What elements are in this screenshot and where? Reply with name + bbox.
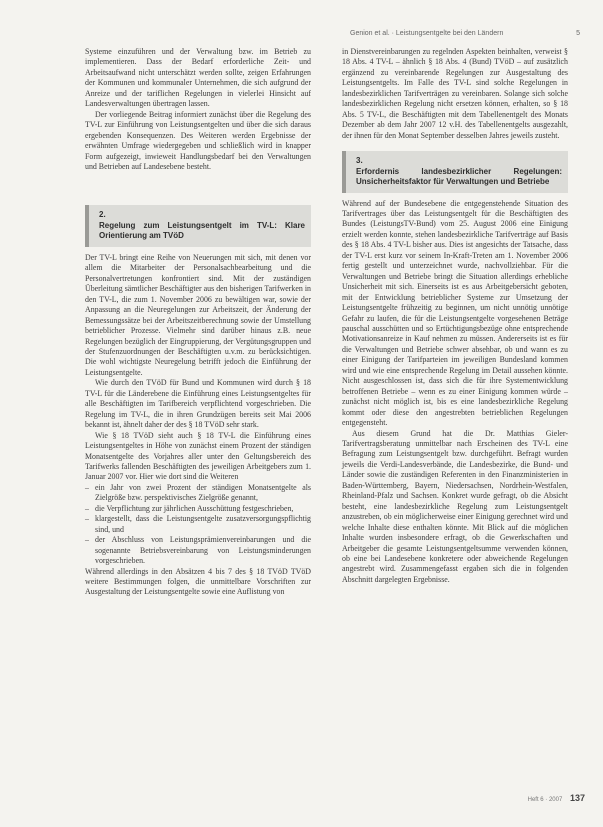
right-column — [342, 47, 568, 585]
section-2-title: Regelung zum Leistungsentgelt im TV-L: Klare Orientierung am TVöD — [99, 220, 305, 241]
running-head-text: Genion et al. · Leistungsentgelte bei den Ländern — [350, 30, 504, 37]
list-item: – der Abschluss von Leistungsprämienvereinbarungen und die sogenannte Betriebsvereinbarung von Leistungsminderungen vorgeschrieben. — [85, 535, 311, 566]
section-2-number: 2. — [99, 210, 106, 220]
left-column — [85, 47, 311, 598]
section-2-paragraph-4: Während allerdings in den Absätzen 4 bis 7 des § 18 TVöD TVöD weitere Bestimmungen folgen, die unmittelbare Vorschriften zur Ausgestaltung der Leistungsentgelte sowie eine Auflistung von — [85, 566, 311, 597]
section-2-paragraph-1: Der TV-L bringt eine Reihe von Neuerungen mit sich, mit denen vor allem die Mitarbeiter der Personalsachbearbeitung und die Personalvertretungen konfrontiert sind. Mit der zuständigen Überleitung sämtlicher Beschäftigter aus den bisherigen Tarifwerken in den TV-L, die zum 1. November 2006 zu bewältigen war, sowie der Anpassung an die Neuregelungen zur Arbeitszeit, der Änderung der Bemessungssätze bei der Arbeitszeitberechnung sowie der Umstellung betrieblicher Prozesse. Vielmehr sind darüber hinaus z.B. neue Regelungen bezüglich der Eingruppierung, der Vergütungsgruppen und der Stufenzuordnungen der Beschäftigten u.v.m. zu berücksichtigen. Die wohl wichtigste Neuregelung betrifft jedoch die Einführung der Leistungsentgelte. — [85, 252, 311, 377]
section-2-bullet-list — [85, 483, 311, 567]
page-number: 137 — [569, 793, 585, 803]
left-intro-paragraph-2: Der vorliegende Beitrag informiert zunächst über die Regelung des TV-L zur Einführung von Leistungsentgelten und über die sich daraus ergebenden Konsequenzen. Des Weiteren werden Ergebnisse der erwähnten Umfrage wiedergegeben und schließlich wird in knapper Form aufgezeigt, inwieweit Handlungsbedarf bei den Verwaltungen und Betrieben auf Landesebene besteht. — [85, 109, 311, 171]
list-item: – die Verpflichtung zur jährlichen Ausschüttung festgeschrieben, — [85, 504, 311, 514]
right-intro-paragraph: in Dienstvereinbarungen zu regelnden Aspekten beinhalten, verweist § 18 Abs. 4 TV-L – ähnlich § 18 Abs. 4 (Bund) TVöD – auf zusätzlich ergänzend zu vereinbarende Regelungen zur Ausgestaltung des Leistungsentgelts. Im Falle des TV-L sind solche Regelungen in landesbezirklichen Tarifverträgen zu vereinbaren. Solange sich solche landesbezirklichen Regelung nicht ersetzen können, erhalten, so § 18 Abs. 5 TV-L, die Beschäftigten mit dem Tabellenentgelt des Monats Dezember ab dem Jahr 2007 12 v.H. des Tabellenentgelts ausgezahlt, der ihnen für den Monat September desselben Jahres jeweils zusteht. — [342, 47, 568, 140]
section-3-paragraph-1: Während auf der Bundesebene die entgegenstehende Situation des Tarifvertrages über das Leistungsentgelt für die Beschäftigten des Bundes (LeistungsTV-Bund) vom 25. August 2006 eine Einigung erzielt werden konnte, stehen landesbezirkliche Tarifverträge auf Basis des § 18 Abs. 4 TV-L bisher aus. Dies ist angesichts der Tatsache, dass der TV-L erst kurz vor seinem In-Kraft-Treten am 1. November 2006 fertig gestellt und unterzeichnet wurde, nachvollziehbar. Für die Verwaltungen und Betriebe bringt die Situation allerdings erhebliche Unsicherheit mit sich. Einerseits ist es aus Arbeitgebersicht geboten, mit der Entwicklung betrieblicher Systeme zur Umsetzung der Leistungsentgelte frühzeitig zu beginnen, um nicht unnötig unnötige Gefahr zu laufen, die für die Leistungsentgelte vorgesehenen Beträge pauschal ausschütten und so Ertüchtigungsbezüge ohne entsprechende Motivationsanreize in Kauf nehmen zu müssen. Andererseits ist es für die Verwaltungen und Betriebe schwer absehbar, ob und wann es zu einer Einigung der Tarifparteien im jeweiligen Bundesland kommen wird und wie eine entsprechende Regelung im Detail aussehen könnte. Nicht ausgeschlossen ist, dass sich die für ihre Systementwicklung betroffenen Betriebe – wenn es zu einer Einigung kommen würde – zunächst nicht möglich ist, bis es eine landesbezirkliche Regelung kommt oder diese den angestrebten betrieblichen Regelungen entgegensteht. — [342, 198, 568, 428]
issue-label: Heft 6 · 2007 — [527, 797, 563, 803]
section-3-title: Erfordernis landesbezirklicher Regelungen: Unsicherheitsfaktor für Verwaltungen und Betriebe — [356, 166, 562, 187]
running-head — [350, 30, 580, 37]
section-3-paragraph-2: Aus diesem Grund hat die Dr. Matthias Gieler-Tarifvertragsberatung unmittelbar nach Erscheinen des TV-L eine Befragung zum Leistungsentgelt bzw. durchgeführt. Befragt wurden jeweils die Verdi-Landesverbände, die Landesbezirke, die Bund- und Länder sowie die zuständigen Referenten in den Finanzministerien in Baden-Württemberg, Bayern, Niedersachsen, Nordrhein-Westfalen, Rheinland-Pfalz und Sachsen. Konkret wurde gefragt, ob die Absicht besteht, eine landesbezirkliche Regelung zum Leistungsentgelt anzustreben, ob ein möglicherweise einer Einigung gerechnet wird und welche Inhalte diese enthalten könnte. Mit Blick auf die möglichen Inhalte wurden insbesondere erfragt, ob die Gewerkschaften und Arbeitgeber die gesamte Leistungsentgeltsumme verwenden können, ob eine bei Landesebene konkretere oder abweichende Regelungen angestrebt wird. Zusammengefasst ergaben sich die in folgenden Abschnitt dargelegten Ergebnisse. — [342, 428, 568, 584]
section-3-heading — [342, 151, 568, 193]
section-2-paragraph-3: Wie § 18 TVöD sieht auch § 18 TV-L die Einführung eines Leistungsentgeltes in Höhe von zunächst einem Prozent der ständigen Monatsentgelte des Vorjahres aller unter den Geltungsbereich des Tarifwerks fallenden Beschäftigten des jeweiligen Arbeitgebers zum 1. Januar 2007 vor. Hier wie dort sind die Weiteren — [85, 430, 311, 482]
section-2-paragraph-2: Wie durch den TVöD für Bund und Kommunen wird durch § 18 TV-L für die Länderebene die Einführung eines Leistungsentgeltes für alle Beschäftigten im Tarifbereich verpflichtend vorgeschrieben. Die Regelung im TV-L, die in ihren Grundzügen bereits seit Mai 2006 bekannt ist, ähnelt daher der des § 18 TVöD sehr stark. — [85, 378, 311, 430]
left-intro-paragraph: Systeme einzuführen und der Verwaltung bzw. im Betrieb zu implementieren. Dass der Bedarf erforderliche Zeit- und Arbeitsaufwand nicht unterschätzt werden sollte, zeigen Erfahrungen der Kommunen und kommunaler Unternehmen, die sich aufgrund der Anreize und der tariflichen Regelungen in vielerlei Hinsicht auf Landesverwaltungen übertragen lassen. — [85, 47, 311, 109]
list-item: – klargestellt, dass die Leistungsentgelte zusatzversorgungspflichtig sind, und — [85, 514, 311, 535]
list-item: – ein Jahr von zwei Prozent der ständigen Monatsentgelte als Zielgröße bzw. perspektivisches Zielgröße genannt, — [85, 483, 311, 504]
section-3-number: 3. — [356, 156, 363, 166]
page-footer — [455, 793, 585, 803]
section-2-heading — [85, 205, 311, 247]
running-head-marker: 5 — [576, 30, 580, 37]
